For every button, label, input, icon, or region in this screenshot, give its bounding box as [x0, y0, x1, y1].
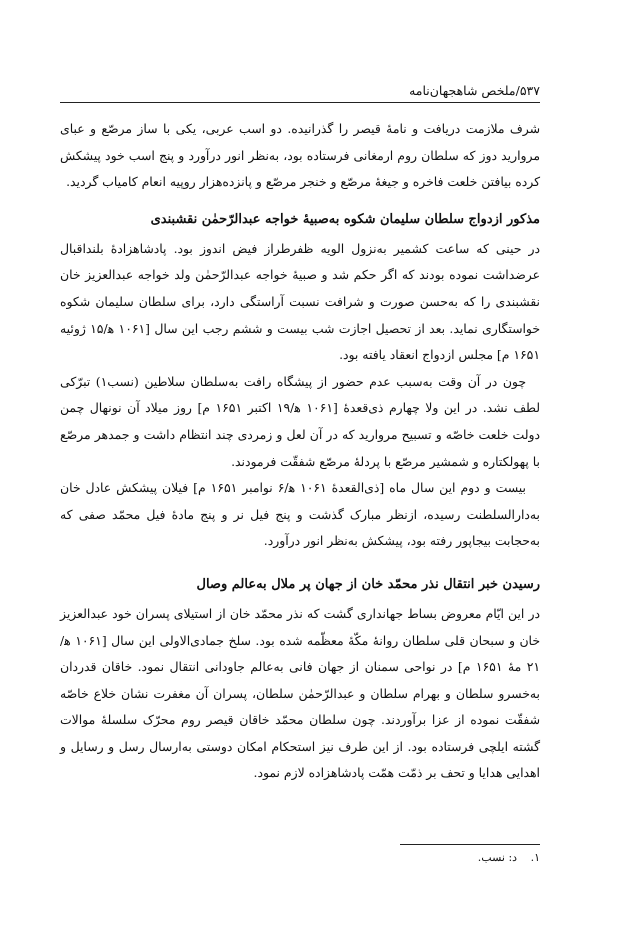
header-divider [60, 102, 540, 103]
footnote-text: د: نسب. [477, 851, 518, 864]
paragraph-3: چون در آن وقت به‌سبب عدم حضور از پیشگاه رافت به‌سلطان سلاطین (نسب۱) تبرّکی لطف نشد. در این ولا چهارم ذی‌قعدهٔ [۱۰۶۱ ه‍/۱۹ اکتبر ۱۶۵۱ م] روز میلاد آن نونهال چمن دولت خلعت خاصّه و تسبیح مروارید که در آن لعل و زمردی چند انتظام داشت و جمدهر مرصّع با پهولکتاره و شمشیر مرصّع با پردلهٔ مرصّع شفقّت فرمودند. [60, 373, 540, 469]
running-header: ۵۳۷/ملخص شاهجهان‌نامه [409, 83, 540, 98]
body-text [60, 116, 540, 787]
section-heading-marriage: مذکور ازدواج سلطان سلیمان شکوه به‌صبیهٔ خواجه عبدالرّحمٰن نقشبندی [150, 211, 540, 227]
paragraph-5: در این ایّام معروض بساط جهانداری گشت که نذر محمّد خان از استیلای پسران خود عبدالعزیز خان و سبحان قلی سلطان روانهٔ مکّهٔ معظّمه شده بود. سلخ جمادی‌الاولی این سال [۱۰۶۱ ه‍/۲۱ مهٔ ۱۶۵۱ م] در نواحی سمنان از جهان فانی به‌عالم جاودانی انتقال نمود. خاقان قدردان به‌خسرو سلطان و بهرام سلطان و عبدالرّحمٰن سلطان، پسران آن مغفرت نشان خلاع خاصّه شفقّت نموده از عزا برآوردند. چون سلطان محمّد خاقان قیصر روم محرّک سلسلهٔ موالات گشته ایلچی فرستاده بود. از این طرف نیز استحکام امکان دوستی به‌ارسال رسل و رسایل و اهدایی هدایا و تحف بر ذمّت همّت پادشاهزاده لازم نمود. [60, 605, 540, 781]
paragraph-4: بیست و دوم این سال ماه [ذی‌القعدهٔ ۱۰۶۱ ه‍/۶ نوامبر ۱۶۵۱ م] فیلان پیشکش عادل خان به‌دارالسلطنت رسیده، ازنظر مبارک گذشت و پنج فیل نر و پنج مادهٔ فیل محمّد صفی که به‌حجابت بیجاپور رفته بود، پیشکش به‌نظر انور درآورد. [60, 480, 540, 549]
section-heading-death-news: رسیدن خبر انتقال نذر محمّد خان از جهان پر ملال به‌عالم وصال [196, 576, 540, 592]
paragraph-2: در حینی که ساعت کشمیر به‌نزول الویه ظفرطراز فیض اندوز بود. پادشاهزادهٔ بلنداقبال عرضداشت نموده بودند که اگر حکم شد و صبیهٔ خواجه عبدالرّحمٰن ولد خواجه عبدالعزیز خان نقشبندی را که به‌حسن صورت و شرافت نسبت آراستگی دارد، برای سلطان سلیمان شکوه خواستگاری نماید. بعد از تحصیل اجازت شب بیست و ششم رجب این سال [۱۰۶۱ ه‍/۱۵ ژوئیه ۱۶۵۱ م] مجلس ازدواج انعقاد یافته بود. [60, 240, 540, 363]
footnote-number: ۱. [530, 851, 540, 864]
footnote-divider [400, 844, 540, 845]
paragraph-1: شرف ملازمت دریافت و نامهٔ قیصر را گذرانیده. دو اسب عربی، یکی با ساز مرصّع و عبای مروارید دوز که سلطان روم ارمغانی فرستاده بود، به‌نظر انور درآورد و پنج اسب خود پیشکش کرده بیافتن خلعت فاخره و جیغهٔ مرصّع و خنجر مرصّع و پانزده‌هزار روپیه انعام کامیاب گردید. [60, 121, 540, 190]
footnote [60, 850, 540, 866]
